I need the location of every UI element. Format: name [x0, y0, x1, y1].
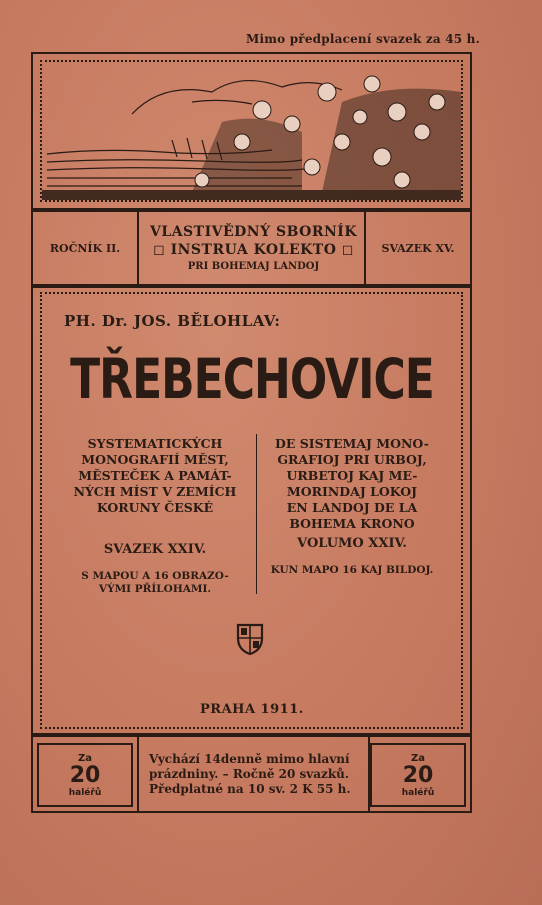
illustration-panel [40, 60, 463, 202]
czech-line: MĚSTEČEK A PAMÁT- [78, 468, 232, 483]
czech-volume: SVAZEK XXIV. [103, 542, 207, 557]
czech-line: NÝCH MÍST V ZEMÍCH [73, 484, 237, 499]
series-title-line-3: PRI BOHEMAJ LANDOJ [187, 261, 320, 272]
esperanto-line: BOHEMA KRONO [289, 516, 415, 531]
series-header [31, 210, 472, 286]
imprint: PRAHA 1911. [200, 702, 304, 717]
subscription-line: prázdniny. – Ročně 20 svazků. [149, 766, 350, 781]
footer [31, 735, 472, 813]
price-unit: haléřů [401, 787, 435, 798]
esperanto-line: DE SISTEMAJ MONO- [275, 436, 429, 451]
esperanto-volume: VOLUMO XXIV. [297, 536, 407, 551]
czech-note-2: VÝMI PŘÍLOHAMI. [98, 583, 212, 595]
price-note: Mimo předplacení svazek za 45 h. [246, 32, 480, 46]
subscription-info [137, 737, 370, 811]
issue-label: SVAZEK XV. [364, 212, 470, 284]
book-title: TŘEBECHOVICE [70, 348, 434, 412]
czech-description [60, 436, 250, 596]
esperanto-description [262, 436, 442, 577]
esperanto-note: KUN MAPO 16 KAJ BILDOJ. [270, 564, 434, 576]
price-unit: haléřů [68, 787, 102, 798]
price-box-right [370, 743, 466, 807]
esperanto-line: MORINDAJ LOKOJ [286, 484, 418, 499]
author: PH. Dr. JOS. BĚLOHLAV: [64, 312, 281, 330]
esperanto-line: EN LANDOJ DE LA [286, 500, 418, 515]
esperanto-line: URBETOJ KAJ ME- [286, 468, 418, 483]
price-amount: 20 [69, 762, 101, 788]
price-box-left [37, 743, 133, 807]
series-title-line-2: ◻ INSTRUA KOLEKTO ◻ [153, 242, 354, 258]
landscape-flowers-illustration [42, 62, 461, 200]
column-divider [256, 434, 257, 594]
esperanto-line: GRAFIOJ PRI URBOJ, [277, 452, 427, 467]
czech-line: SYSTEMATICKÝCH [87, 436, 223, 451]
subscription-line: Vychází 14denně mimo hlavní [149, 751, 350, 766]
czech-line: MONOGRAFIÍ MĚST, [81, 452, 229, 467]
czech-line: KORUNY ČESKÉ [96, 500, 214, 515]
price-za: Za [78, 752, 92, 764]
price-amount: 20 [402, 762, 434, 788]
subscription-line: Předplatné na 10 sv. 2 K 55 h. [149, 781, 351, 796]
year-label: ROČNÍK II. [33, 212, 139, 284]
price-za: Za [411, 752, 425, 764]
czech-note-1: S MAPOU A 16 OBRAZO- [81, 570, 229, 582]
shield-icon [236, 622, 264, 656]
series-title [137, 212, 370, 284]
series-title-line-1: VLASTIVĚDNÝ SBORNÍK [149, 224, 358, 240]
